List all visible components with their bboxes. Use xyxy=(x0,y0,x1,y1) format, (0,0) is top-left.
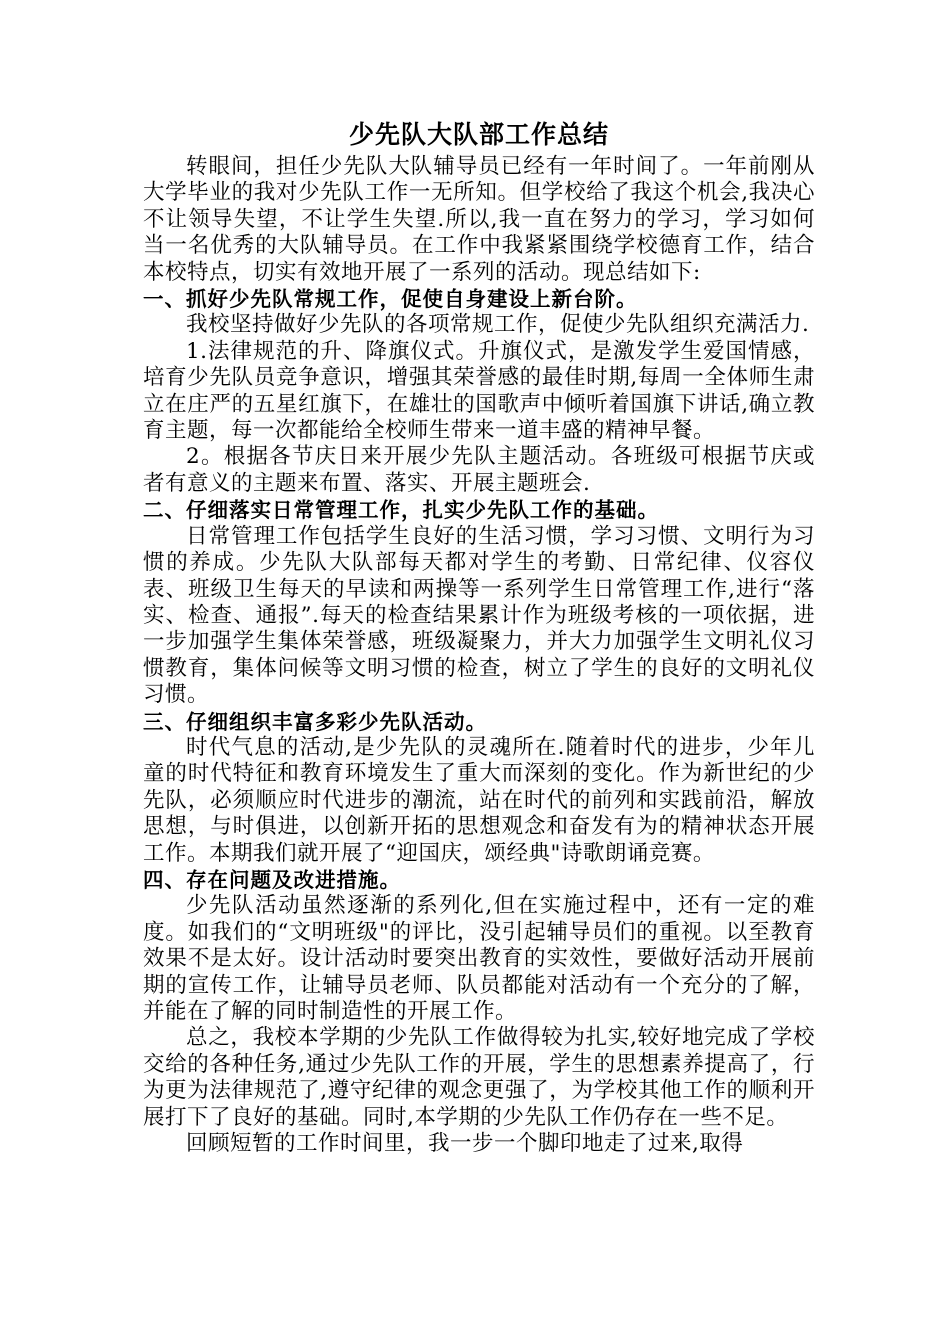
intro-paragraph: 转眼间，担任少先队大队辅导员已经有一年时间了。一年前刚从大学毕业的我对少先队工作一无所知。但学校给了我这个机会,我决心不让领导失望，不让学生失望.所以,我一直在努力的学习，学习如何当一名优秀的大队辅导员。在工作中我紧紧围绕学校德育工作，结合本校特点，切实有效地开展了一系列的活动。现总结如下: xyxy=(143,154,815,285)
section-3-paragraph: 时代气息的活动,是少先队的灵魂所在.随着时代的进步，少年儿童的时代特征和教育环境发生了重大而深刻的变化。作为新世纪的少先队，必须顺应时代进步的潮流，站在时代的前列和实践前沿，解放思想，与时俱进，以创新开拓的思想观念和奋发有为的精神状态开展工作。本期我们就开展了“迎国庆，颂经典"诗歌朗诵竞赛。 xyxy=(143,734,815,866)
section-4-paragraph: 少先队活动虽然逐渐的系列化,但在实施过程中，还有一定的难度。如我们的“文明班级"的评比，没引起辅导员们的重视。以至教育效果不是太好。设计活动时要突出教育的实效性，要做好活动开展前期的宣传工作，让辅导员老师、队员都能对活动有一个充分的了解，并能在了解的同时制造性的开展工作。 xyxy=(143,893,815,1024)
section-1-paragraph: 我校坚持做好少先队的各项常规工作，促使少先队组织充满活力. xyxy=(186,312,810,338)
section-1-item-1: 1.法律规范的升、降旗仪式。升旗仪式，是激发学生爱国情感，培育少先队员竞争意识，增强其荣誉感的最佳时期,每周一全体师生肃立在庄严的五星红旗下，在雄壮的国歌声中倾听着国旗下讲话,确立教育主题，每一次都能给全校师生带来一道丰盛的精神早餐。 xyxy=(143,338,815,444)
section-heading-2: 二、仔细落实日常管理工作，扎实少先队工作的基础。 xyxy=(143,498,659,523)
section-1-item-2: 2。根据各节庆日来开展少先队主题活动。各班级可根据节庆或者有意义的主题来布置、落实、开展主题班会. xyxy=(143,444,815,496)
section-2-paragraph: 日常管理工作包括学生良好的生活习惯，学习习惯、文明行为习惯的养成。少先队大队部每天都对学生的考勤、日常纪律、仪容仪表、班级卫生每天的早读和两操等一系列学生日常管理工作,进行“落实、检查、通报”.每天的检查结果累计作为班级考核的一项依据，进一步加强学生集体荣誉感，班级凝聚力，并大力加强学生文明礼仪习惯教育，集体问候等文明习惯的检查，树立了学生的良好的文明礼仪习惯。 xyxy=(143,523,815,708)
document-title: 少先队大队部工作总结 xyxy=(348,120,609,149)
closing-paragraph: 回顾短暂的工作时间里，我一步一个脚印地走了过来,取得 xyxy=(186,1131,744,1157)
section-heading-3: 三、仔细组织丰富多彩少先队活动。 xyxy=(143,709,487,734)
summary-paragraph: 总之，我校本学期的少先队工作做得较为扎实,较好地完成了学校交给的各种任务,通过少先队工作的开展，学生的思想素养提高了，行为更为法律规范了,遵守纪律的观念更强了，为学校其他工作的顺利开展打下了良好的基础。同时,本学期的少先队工作仍存在一些不足。 xyxy=(143,1025,815,1130)
section-heading-1: 一、抓好少先队常规工作，促使自身建设上新台阶。 xyxy=(143,287,638,312)
section-heading-4: 四、存在问题及改进措施。 xyxy=(143,867,401,892)
document-page xyxy=(143,118,815,1157)
